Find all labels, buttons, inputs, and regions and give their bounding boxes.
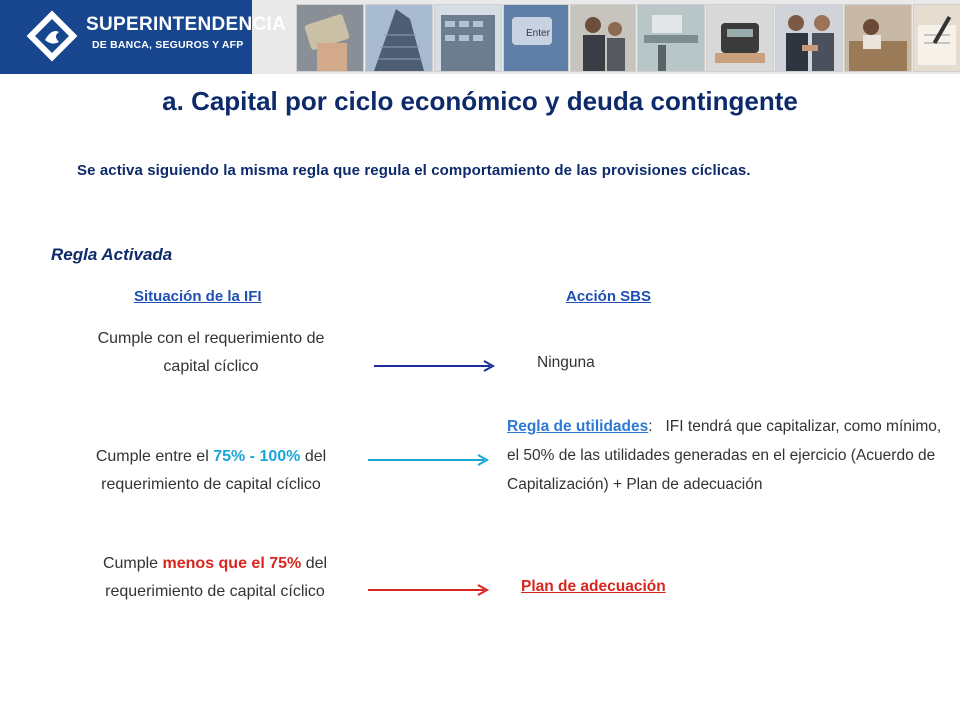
- sbs-logo[interactable]: [0, 0, 287, 74]
- situacion-row-3-pre: Cumple: [102, 555, 163, 572]
- logo-title: SUPERINTENDENCIA: [86, 14, 287, 35]
- accion-row-1: Ninguna: [537, 354, 595, 371]
- situacion-row-3-post: del requerimiento de capital cíclico: [105, 555, 328, 600]
- plan-adecuacion-link[interactable]: Plan de adecuación: [521, 578, 666, 595]
- column-header-accion: Acción SBS: [566, 288, 652, 305]
- photo-keyboard: [503, 4, 569, 72]
- photo-card: [296, 4, 364, 72]
- photo-writing: [913, 4, 960, 72]
- arrow-row-1: [372, 358, 502, 376]
- column-header-situacion: Situación de la IFI: [134, 288, 262, 305]
- photo-handshake: [775, 4, 843, 72]
- accion-row-2-text: IFI tendrá que capitalizar, como mínimo, el 50% de las utilidades generadas en el ejercicio (Acuerdo de Capitalización) + Plan de adecuación: [507, 418, 942, 493]
- sbs-logo-icon: [26, 10, 78, 62]
- page-subtitle: Se activa siguiendo la misma regla que regula el comportamiento de las provisiones cíclicas.: [77, 162, 751, 179]
- situacion-row-1: Cumple con el requerimiento de capital cíclico: [97, 330, 325, 375]
- page-title: a. Capital por ciclo económico y deuda contingente: [162, 86, 798, 116]
- situacion-row-3: [90, 550, 340, 606]
- photo-office: [637, 4, 705, 72]
- situacion-row-2-post: del requerimiento de capital cíclico: [101, 448, 327, 493]
- situacion-row-2: [80, 443, 342, 499]
- photo-people: [570, 4, 636, 72]
- regla-utilidades-link[interactable]: Regla de utilidades: [507, 418, 649, 435]
- situacion-row-2-pre: Cumple entre el: [95, 448, 214, 465]
- logo-subtitle: DE BANCA, SEGUROS Y AFP: [92, 39, 244, 51]
- accion-row-2-sep: :: [648, 418, 653, 435]
- photo-meeting: [844, 4, 912, 72]
- arrow-row-3: [366, 582, 496, 600]
- svg-text:Enter: Enter: [526, 28, 550, 39]
- arrow-row-2: [366, 452, 496, 470]
- accion-row-2: [507, 412, 947, 499]
- accion-row-3: [521, 572, 666, 601]
- photo-building: [365, 4, 433, 72]
- situacion-row-2-highlight: 75% - 100%: [213, 448, 301, 465]
- photo-building-2: [434, 4, 502, 72]
- situacion-row-3-highlight: menos que el 75%: [162, 555, 302, 572]
- section-label: Regla Activada: [51, 245, 173, 264]
- photo-phone: [706, 4, 774, 72]
- header-banner: [0, 0, 960, 74]
